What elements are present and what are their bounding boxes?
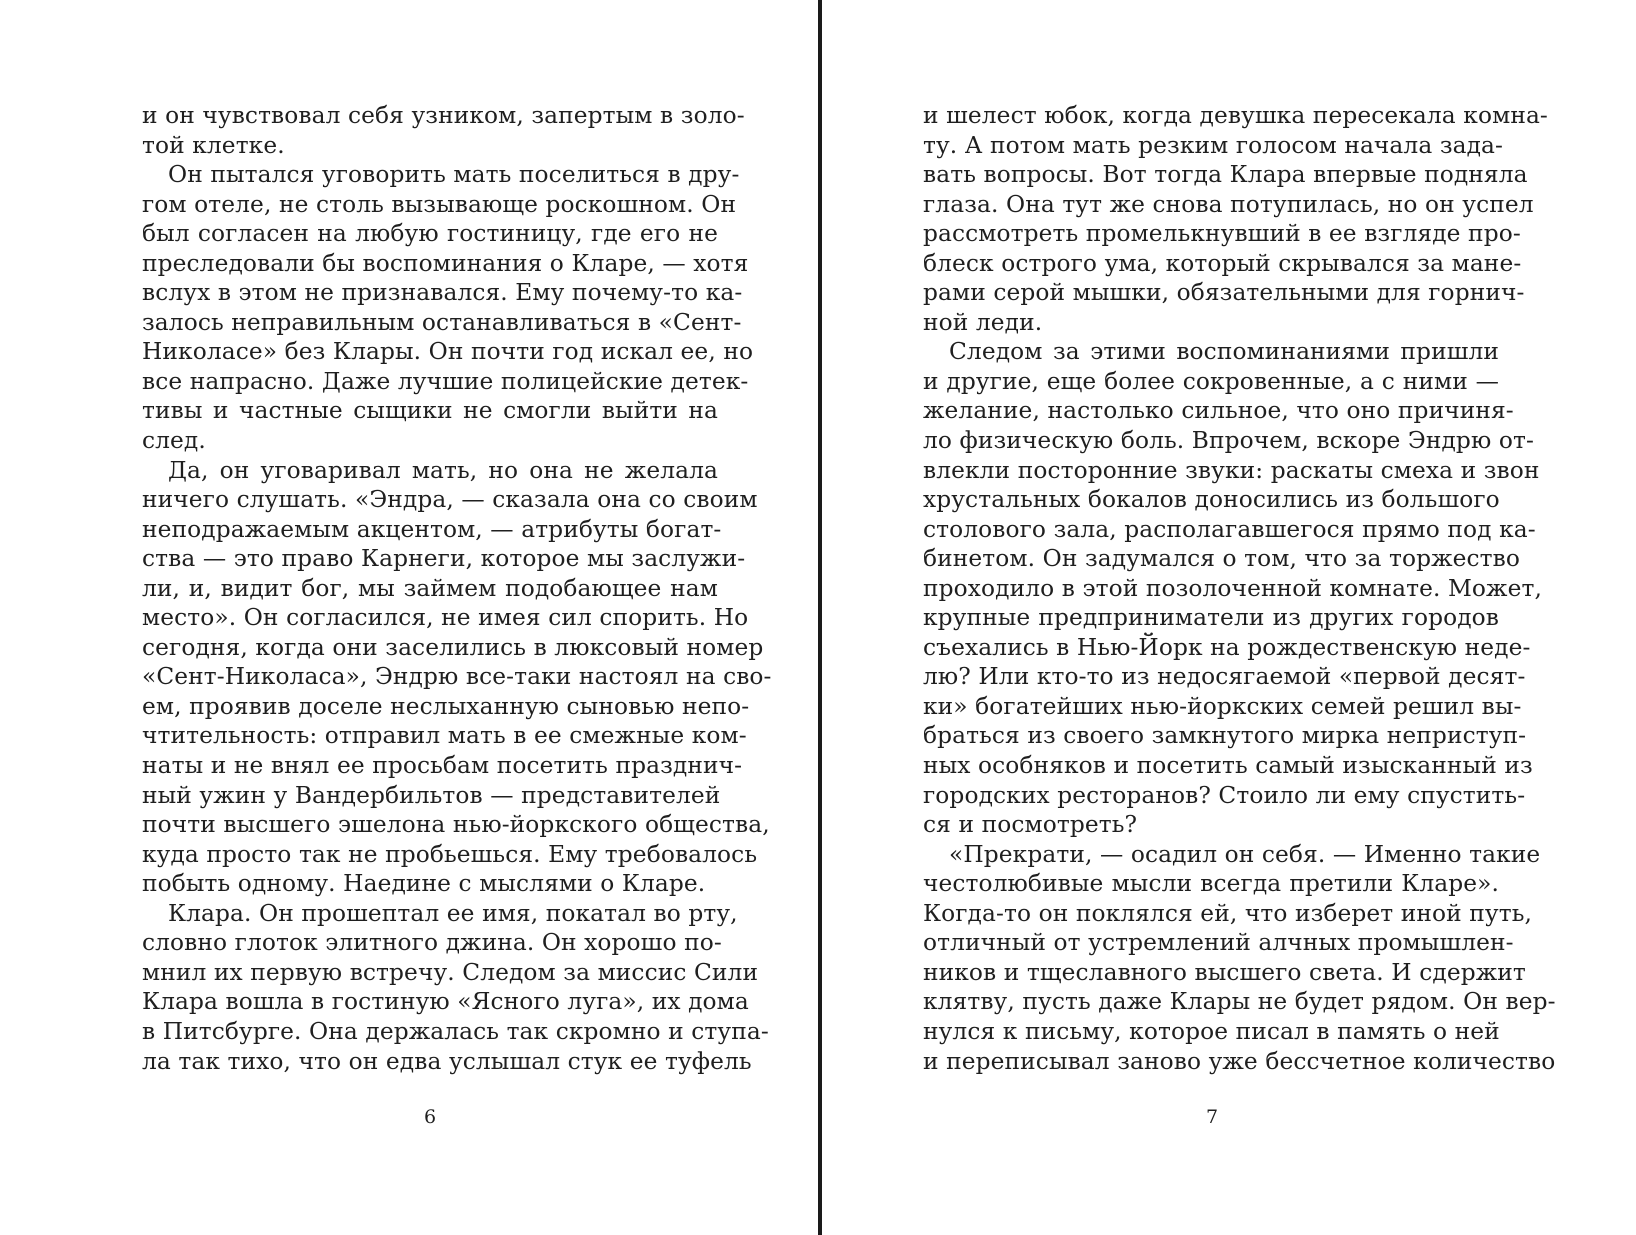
left-page [0, 0, 810, 1235]
text-line: ла так тихо, что он едва услышал стук ее туфель [142, 1047, 752, 1075]
text-line: почти высшего эшелона нью-йоркского общества, [142, 811, 770, 839]
text-line: и он чувствовал себя узником, запертым в золо- [142, 102, 745, 129]
text-line: был согласен на любую гостиницу, где его не [142, 220, 718, 248]
text-line: «Прекрати, — осадил он себя. — Именно такие [949, 840, 1541, 868]
text-line: ный ужин у Вандербильтов — представителей [142, 781, 721, 809]
text-line: ем, проявив доселе неслыханную сыновью непо- [142, 692, 750, 720]
text-line: лю? Или кто-то из недосягаемой «первой десят- [923, 663, 1526, 691]
text-line: куда просто так не пробьешься. Ему требовалось [142, 840, 758, 868]
text-line: влекли посторонние звуки: раскаты смеха и звон [923, 456, 1540, 484]
text-line: городских ресторанов? Стоило ли ему спустить- [923, 781, 1526, 809]
text-line: столового зала, располагавшегося прямо под ка- [923, 515, 1536, 543]
text-line: «Сент-Николаса», Эндрю все-таки настоял на сво- [142, 663, 772, 691]
text-line: и переписывал заново уже бессчетное количество [923, 1047, 1556, 1075]
text-line: глаза. Она тут же снова потупилась, но он успел [923, 190, 1534, 218]
right-page-number: 7 [1205, 1106, 1219, 1128]
text-line: браться из своего замкнутого мирка неприступ- [923, 722, 1527, 750]
text-line: ников и тщеславного высшего света. И сдержит [923, 958, 1526, 986]
text-line: словно глоток элитного джина. Он хорошо по- [142, 929, 722, 957]
text-line: сегодня, когда они заселились в люксовый номер [142, 633, 764, 661]
text-line: Клара. Он прошептал ее имя, покатал во рту, [168, 899, 738, 927]
right-page [826, 0, 1636, 1235]
text-line: ных особняков и посетить самый изысканный из [923, 752, 1533, 780]
text-line: и другие, еще более сокровенные, а с ними — [923, 367, 1499, 395]
text-line: тивы и частные сыщики не смогли выйти на [142, 397, 718, 425]
text-line: съехались в Нью-Йорк на рождественскую неде- [923, 633, 1531, 661]
text-line: ки» богатейших нью-йоркских семей решил вы- [923, 692, 1522, 720]
text-line: вать вопросы. Вот тогда Клара впервые подняла [923, 161, 1528, 189]
text-line: побыть одному. Наедине с мыслями о Кларе. [142, 870, 706, 898]
text-line: вслух в этом не признавался. Ему почему-то ка- [142, 279, 743, 307]
text-line: желание, настолько сильное, что оно причиня- [923, 397, 1514, 425]
text-line: все напрасно. Даже лучшие полицейские детек- [142, 367, 749, 395]
text-line: Николасе» без Клары. Он почти год искал ее, но [142, 338, 754, 366]
text-line: отличный от устремлений алчных промышлен- [923, 929, 1514, 957]
text-line: Когда-то он поклялся ей, что изберет иной путь, [923, 899, 1533, 927]
text-line: ли, и, видит бог, мы займем подобающее нам [142, 574, 718, 602]
text-line: Следом за этими воспоминаниями пришли [949, 338, 1499, 366]
text-line: неподражаемым акцентом, — атрибуты богат- [142, 515, 722, 543]
text-line: блеск острого ума, который скрывался за мане- [923, 249, 1522, 277]
text-line: наты и не внял ее просьбам посетить празднич- [142, 752, 743, 780]
book-gutter [818, 0, 822, 1235]
text-line: гом отеле, не столь вызывающе роскошном. Он [142, 190, 737, 218]
text-line: ства — это право Карнеги, которое мы заслужи- [142, 545, 746, 573]
text-line: честолюбивые мысли всегда претили Кларе». [923, 870, 1499, 898]
text-line: рассмотреть промелькнувший в ее взгляде про- [923, 220, 1521, 248]
text-line: чтительность: отправил мать в ее смежные ком- [142, 722, 747, 750]
text-line: бинетом. Он задумался о том, что за торжество [923, 545, 1520, 573]
text-line: Да, он уговаривал мать, но она не желала [168, 456, 718, 484]
text-line: Клара вошла в гостиную «Ясного луга», их дома [142, 988, 749, 1016]
text-line: в Питсбурге. Она держалась так скромно и ступа- [142, 1017, 769, 1045]
text-line: клятву, пусть даже Клары не будет рядом. Он вер- [923, 988, 1556, 1016]
text-line: место». Он согласился, не имея сил спорить. Но [142, 604, 749, 632]
text-line: нулся к письму, которое писал в память о ней [923, 1017, 1500, 1045]
text-line: след. [142, 427, 206, 455]
right-page-text [923, 101, 1556, 1076]
left-page-number: 6 [423, 1106, 437, 1128]
left-page-text [142, 101, 772, 1076]
text-line: ся и посмотреть? [923, 811, 1138, 839]
text-line: преследовали бы воспоминания о Кларе, — хотя [142, 249, 749, 277]
text-line: той клетке. [142, 131, 285, 159]
text-line: рами серой мышки, обязательными для горнич- [923, 279, 1525, 307]
text-line: залось неправильным останавливаться в «Сент- [142, 308, 742, 336]
text-line: хрустальных бокалов доносились из большого [923, 486, 1500, 514]
text-line: и шелест юбок, когда девушка пересекала комна- [923, 102, 1548, 129]
text-line: крупные предприниматели из других городов [923, 604, 1499, 632]
text-line: проходило в этой позолоченной комнате. Может, [923, 574, 1542, 602]
text-line: ло физическую боль. Впрочем, вскоре Эндрю от- [923, 427, 1534, 455]
text-line: ничего слушать. «Эндра, — сказала она со своим [142, 486, 758, 514]
text-line: ной леди. [923, 308, 1043, 336]
text-line: Он пытался уговорить мать поселиться в дру- [168, 161, 740, 189]
text-line: ту. А потом мать резким голосом начала зада- [923, 131, 1504, 159]
text-line: мнил их первую встречу. Следом за миссис Сили [142, 958, 759, 986]
